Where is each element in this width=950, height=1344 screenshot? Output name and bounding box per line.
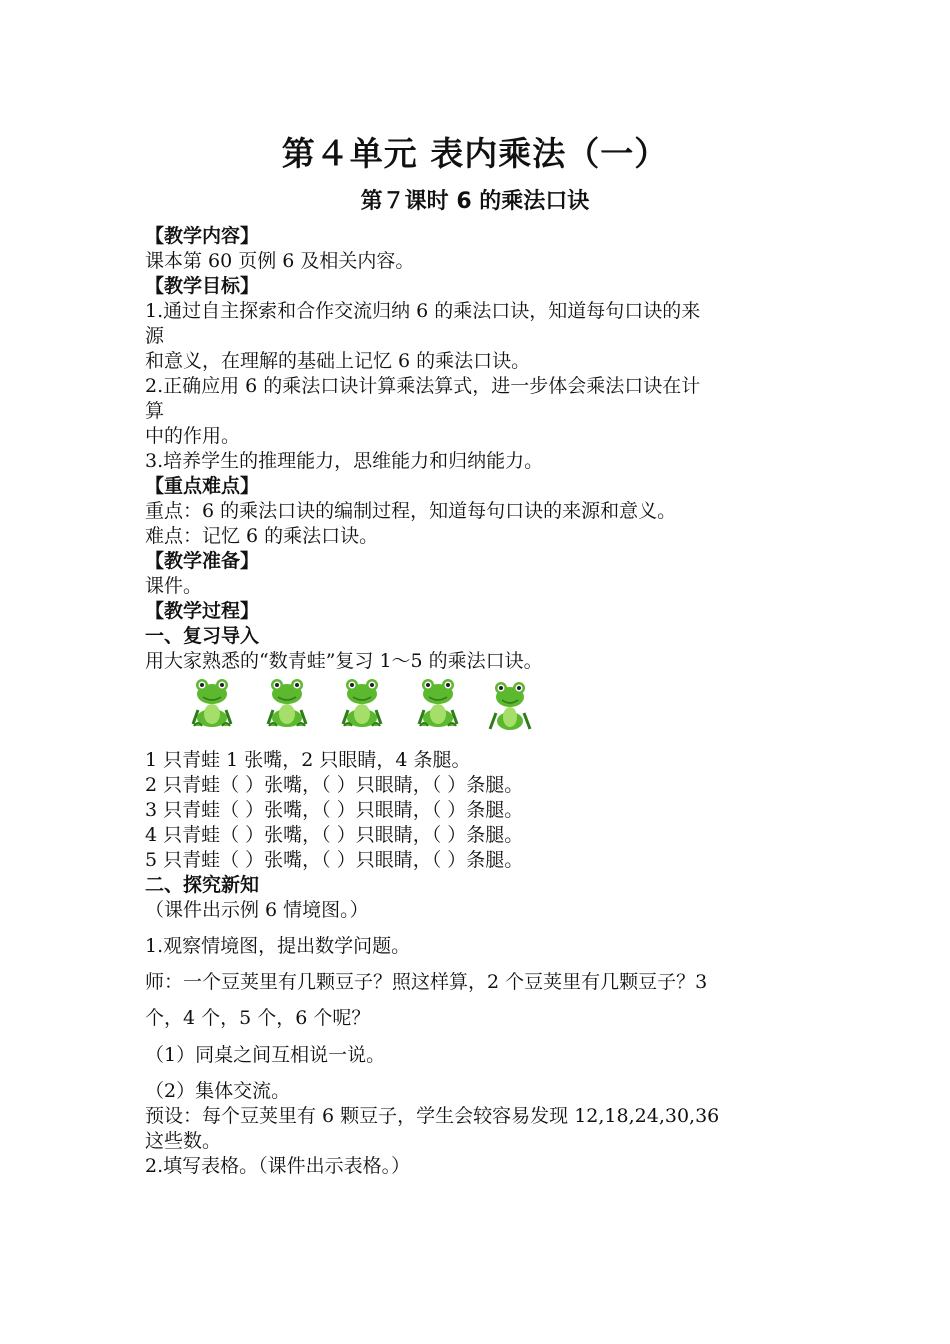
goal-1-line-a: 1.通过自主探索和合作交流归纳 6 的乘法口诀，知道每句口诀的来 bbox=[145, 300, 701, 322]
frog-icon bbox=[188, 674, 236, 730]
section-heading-process: 【教学过程】 bbox=[145, 600, 260, 622]
preset-line-a: 预设：每个豆荚里有 6 颗豆子，学生会较容易发现 12,18,24,30,36 bbox=[145, 1105, 720, 1127]
difficulty: 难点：记忆 6 的乘法口诀。 bbox=[145, 525, 379, 547]
section-heading-goals: 【教学目标】 bbox=[145, 275, 260, 297]
step-1-heading: 一、复习导入 bbox=[145, 625, 260, 647]
step-2-question-2: 2.填写表格。（课件出示表格。） bbox=[145, 1155, 411, 1177]
frog-line-5: 5 只青蛙（ ）张嘴，（ ）只眼睛，（ ）条腿。 bbox=[145, 849, 524, 871]
step-2-question-1: 1.观察情境图，提出数学问题。 bbox=[145, 935, 411, 957]
lesson-subtitle: 第７课时 6 的乘法口诀 bbox=[360, 189, 590, 214]
goal-3: 3.培养学生的推理能力，思维能力和归纳能力。 bbox=[145, 450, 544, 472]
step-1-text: 用大家熟悉的“数青蛙”复习 1～5 的乘法口诀。 bbox=[145, 650, 543, 672]
frog-line-1: 1 只青蛙 1 张嘴，2 只眼睛，4 条腿。 bbox=[145, 749, 471, 771]
page-title: 第４单元 表内乘法（一） bbox=[281, 134, 669, 173]
frog-line-2: 2 只青蛙（ ）张嘴，（ ）只眼睛，（ ）条腿。 bbox=[145, 774, 524, 796]
frog-illustration bbox=[180, 674, 540, 732]
goal-2-line-c: 中的作用。 bbox=[145, 425, 241, 447]
frog-line-4: 4 只青蛙（ ）张嘴，（ ）只眼睛，（ ）条腿。 bbox=[145, 824, 524, 846]
preset-line-b: 这些数。 bbox=[145, 1130, 222, 1152]
teacher-line-a: 师：一个豆荚里有几颗豆子？照这样算，2 个豆荚里有几颗豆子？3 bbox=[145, 971, 708, 993]
goal-2-line-a: 2.正确应用 6 的乘法口诀计算乘法算式，进一步体会乘法口诀在计 bbox=[145, 375, 701, 397]
sub-step-2: （2）集体交流。 bbox=[145, 1080, 291, 1102]
goal-1-line-b: 源 bbox=[145, 325, 165, 347]
prep-text: 课件。 bbox=[145, 575, 203, 597]
frog-icon bbox=[414, 674, 462, 730]
section-heading-key: 【重点难点】 bbox=[145, 475, 260, 497]
goal-2-line-b: 算 bbox=[145, 400, 165, 422]
content-text: 课本第 60 页例 6 及相关内容。 bbox=[145, 250, 415, 272]
frog-icon bbox=[338, 674, 386, 730]
step-2-heading: 二、探究新知 bbox=[145, 874, 260, 896]
frog-icon bbox=[486, 677, 534, 733]
key-point: 重点：6 的乘法口诀的编制过程，知道每句口诀的来源和意义。 bbox=[145, 500, 677, 522]
goal-1-line-c: 和意义，在理解的基础上记忆 6 的乘法口诀。 bbox=[145, 350, 531, 372]
sub-step-1: （1）同桌之间互相说一说。 bbox=[145, 1044, 386, 1066]
frog-icon bbox=[263, 674, 311, 730]
section-heading-prep: 【教学准备】 bbox=[145, 550, 260, 572]
step-2-intro: （课件出示例 6 情境图。） bbox=[145, 899, 369, 921]
teacher-line-b: 个，4 个，5 个，6 个呢？ bbox=[145, 1007, 371, 1029]
frog-line-3: 3 只青蛙（ ）张嘴，（ ）只眼睛，（ ）条腿。 bbox=[145, 799, 524, 821]
section-heading-content: 【教学内容】 bbox=[145, 225, 260, 247]
